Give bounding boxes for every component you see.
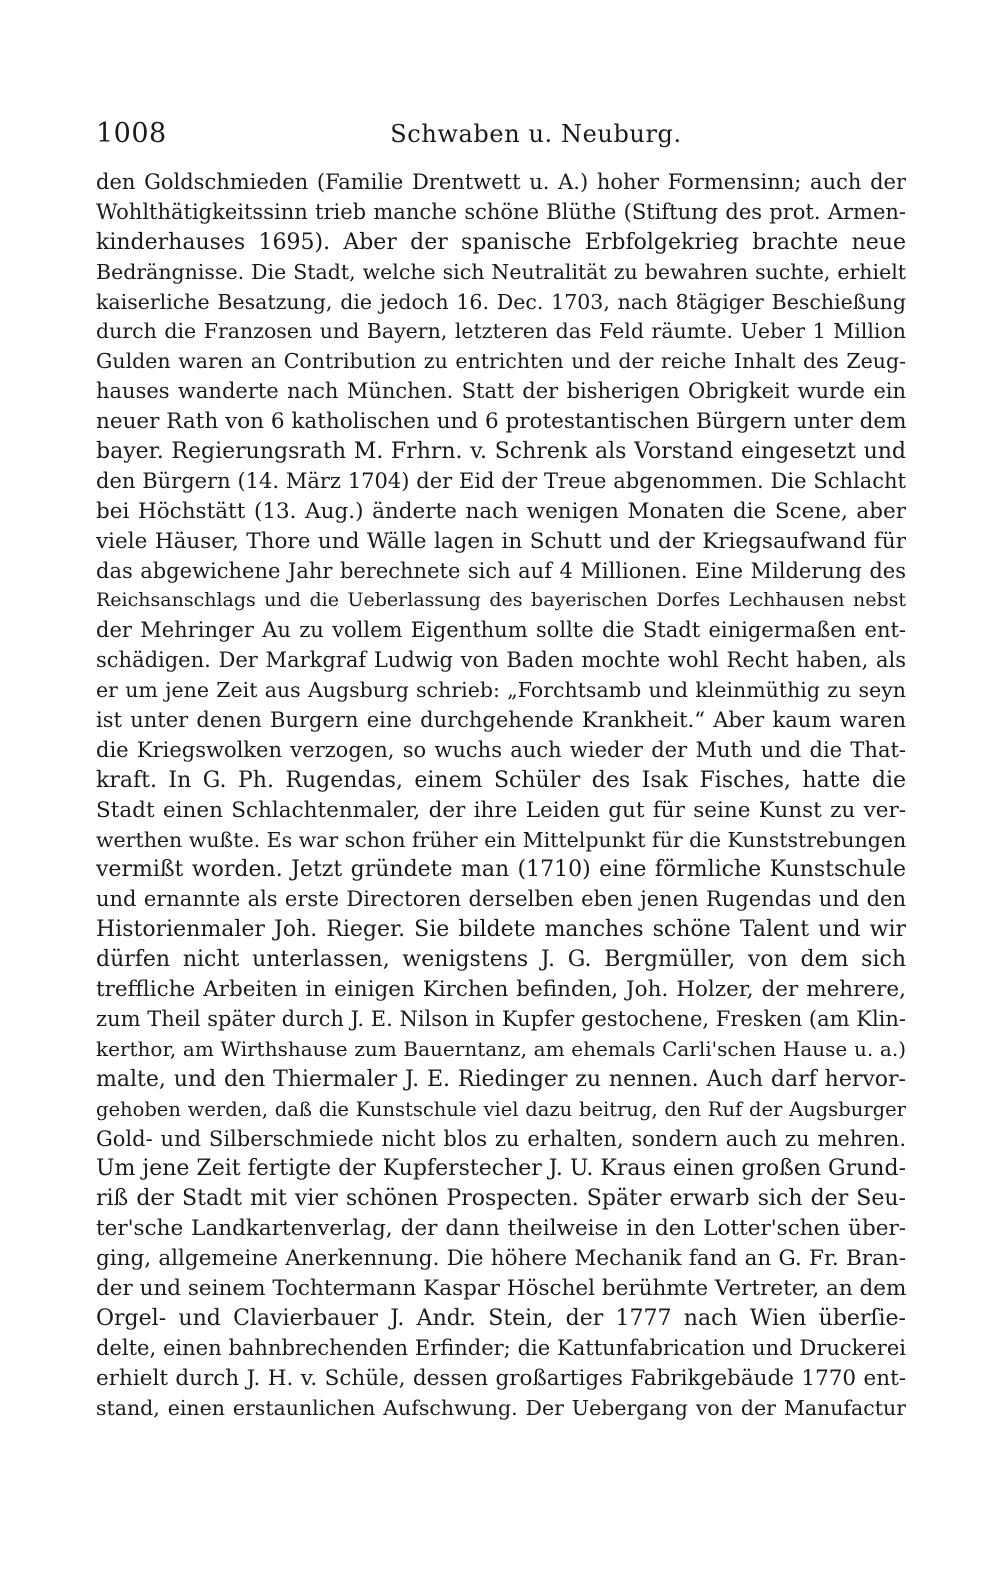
text-line: der Mehringer Au zu vollem Eigenthum sollte die Stadt einigermaßen ent- [96, 618, 906, 643]
text-line: Stadt einen Schlachtenmaler, der ihre Leiden gut für seine Kunst zu ver- [96, 797, 906, 823]
page-header [96, 118, 906, 154]
text-line: Gulden waren an Contribution zu entrichten und der reiche Inhalt des Zeug- [96, 349, 906, 374]
text-line: neuer Rath von 6 katholischen und 6 protestantischen Bürgern unter dem [96, 409, 906, 435]
text-line: hauses wanderte nach München. Statt der bisherigen Obrigkeit wurde ein [96, 379, 906, 404]
text-line: kaiserliche Besatzung, die jedoch 16. Dec. 1703, nach 8tägiger Beschießung [96, 289, 906, 314]
text-line: stand, einen erstaunlichen Aufschwung. Der Uebergang von der Manufactur [96, 1395, 906, 1420]
text-line: delte, einen bahnbrechenden Erfinder; die Kattunfabrication und Druckerei [96, 1335, 906, 1360]
text-line: Wohlthätigkeitssinn trieb manche schöne Blüthe (Stiftung des prot. Armen- [96, 199, 906, 224]
text-line: er um jene Zeit aus Augsburg schrieb: „Forchtsamb und kleinmüthig zu seyn [96, 678, 906, 703]
text-line: Historienmaler Joh. Rieger. Sie bildete manches schöne Talent und wir [96, 917, 906, 943]
text-line: kraft. In G. Ph. Rugendas, einem Schüler des Isak Fisches, hatte die [96, 767, 906, 793]
text-line: werthen wußte. Es war schon früher ein Mittelpunkt für die Kunststrebungen [96, 827, 906, 852]
text-line: Gold- und Silberschmiede nicht blos zu erhalten, sondern auch zu mehren. [96, 1126, 906, 1151]
text-line: riß der Stadt mit vier schönen Prospecten. Später erwarb sich der Seu- [96, 1186, 906, 1212]
text-line: erhielt durch J. H. v. Schüle, dessen großartiges Fabrikgebäude 1770 ent- [96, 1365, 906, 1391]
text-line: vermißt worden. Jetzt gründete man (1710) eine förmliche Kunstschule [96, 857, 906, 883]
text-line: schädigen. Der Markgraf Ludwig von Baden mochte wohl Recht haben, als [96, 648, 906, 673]
text-line: Bedrängnisse. Die Stadt, welche sich Neutralität zu bewahren suchte, erhielt [96, 259, 906, 284]
text-line: durch die Franzosen und Bayern, letzteren das Feld räumte. Ueber 1 Million [96, 319, 906, 344]
text-line: den Bürgern (14. März 1704) der Eid der Treue abgenommen. Die Schlacht [96, 468, 906, 493]
text-line: kinderhauses 1695). Aber der spanische Erbfolgekrieg brachte neue [96, 229, 906, 255]
text-line: der und seinem Tochtermann Kaspar Höschel berühmte Vertreter, an dem [96, 1275, 906, 1301]
text-line: Um jene Zeit fertigte der Kupferstecher J. U. Kraus einen großen Grund- [96, 1156, 906, 1182]
body-text [96, 168, 906, 1423]
text-line: das abgewichene Jahr berechnete sich auf 4 Millionen. Eine Milderung des [96, 558, 906, 583]
text-line: Orgel- und Clavierbauer J. Andr. Stein, der 1777 nach Wien überſie- [96, 1305, 906, 1331]
text-line: kerthor, am Wirthshause zum Bauerntanz, am ehemals Carli'schen Hause u. a.) [96, 1036, 906, 1061]
text-line: Reichsanschlags und die Ueberlassung des bayerischen Dorfes Lechhausen nebst [96, 589, 906, 612]
text-line: dürfen nicht unterlassen, wenigstens J. G. Bergmüller, von dem sich [96, 947, 906, 973]
running-head: Schwaben u. Neuburg. [390, 120, 682, 148]
text-line: ter'sche Landkartenverlag, der dann theilweise in den Lotter'schen über- [96, 1216, 906, 1242]
text-line: viele Häuser, Thore und Wälle lagen in Schutt und der Kriegsaufwand für [96, 528, 906, 554]
text-line: malte, und den Thiermaler J. E. Riedinger zu nennen. Auch darf hervor- [96, 1066, 906, 1092]
text-line: ging, allgemeine Anerkennung. Die höhere Mechanik fand an G. Fr. Bran- [96, 1246, 906, 1272]
text-line: treffliche Arbeiten in einigen Kirchen befinden, Joh. Holzer, der mehrere, [96, 977, 906, 1003]
page-number: 1008 [96, 118, 167, 149]
text-line: zum Theil später durch J. E. Nilson in Kupfer gestochene, Fresken (am Klin- [96, 1006, 906, 1031]
text-line: und ernannte als erste Directoren derselben eben jenen Rugendas und den [96, 887, 906, 912]
text-line: bayer. Regierungsrath M. Frhrn. v. Schrenk als Vorstand eingesetzt und [96, 439, 906, 465]
text-line: ist unter denen Burgern eine durchgehende Krankheit.“ Aber kaum waren [96, 708, 906, 733]
text-line: bei Höchstätt (13. Aug.) änderte nach wenigen Monaten die Scene, aber [96, 498, 906, 524]
text-line: den Goldschmieden (Familie Drentwett u. A.) hoher Formensinn; auch der [96, 170, 906, 194]
text-line: die Kriegswolken verzogen, so wuchs auch wieder der Muth und die That- [96, 737, 906, 762]
text-line: gehoben werden, daß die Kunstschule viel dazu beitrug, den Ruf der Augsburger [96, 1097, 906, 1121]
